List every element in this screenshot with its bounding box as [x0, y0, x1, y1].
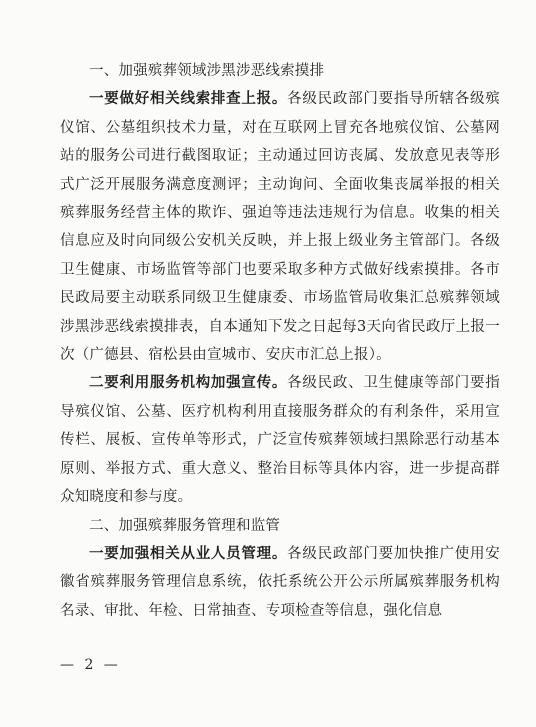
paragraph-3: [60, 540, 500, 625]
paragraph-2-body: 各级民政、卫生健康等部门要指导殡仪馆、公墓、医疗机构利用直接服务群众的有利条件，采用宣传栏、展板、宣传单等形式，广泛宣传殡葬领域扫黑除恶行动基本原则、举报方式、重大意义、整治目标等具体内容，进一步提高群众知晓度和参与度。: [60, 375, 500, 506]
paragraph-3-lead: 一要加强相关从业人员管理。: [89, 545, 288, 562]
paragraph-1-lead: 一要做好相关线索排查上报。: [89, 91, 288, 108]
section-heading-1: 一、加强殡葬领域涉黑涉恶线索摸排: [89, 63, 325, 79]
paragraph-2-lead: 二要利用服务机构加强宣传。: [89, 375, 288, 392]
paragraph-3-body: 各级民政部门要加快推广使用安徽省殡葬服务管理信息系统，依托系统公开公示所属殡葬服务机构名录、审批、年检、日常抽查、专项检查等信息，强化信息: [60, 545, 500, 619]
paragraph-1: [60, 85, 500, 369]
document-body: [60, 57, 500, 625]
section-heading-2: 二、加强殡葬服务管理和监管: [89, 517, 281, 534]
paragraph-2: [60, 369, 500, 511]
page-number: — 2 —: [60, 657, 121, 673]
paragraph-1-body: 各级民政部门要指导所辖各级殡仪馆、公墓组织技术力量，对在互联网上冒充各地殡仪馆、公墓网站的服务公司进行截图取证；主动通过回访丧属、发放意见表等形式广泛开展服务满意度测评；主动询问、全面收集丧属举报的相关殡葬服务经营主体的欺诈、强迫等违法违规行为信息。收集的相关信息应及时向同级公安机关反映，并上报上级业务主管部门。各级卫生健康、市场监管等部门也要采取多种方式做好线索摸排。各市民政局要主动联系同级卫生健康委、市场监管局收集汇总殡葬领域涉黑涉恶线索摸排表，自本通知下发之日起每3天向省民政厅上报一次（广德县、宿松县由宣城市、安庆市汇总上报）。: [60, 91, 500, 364]
